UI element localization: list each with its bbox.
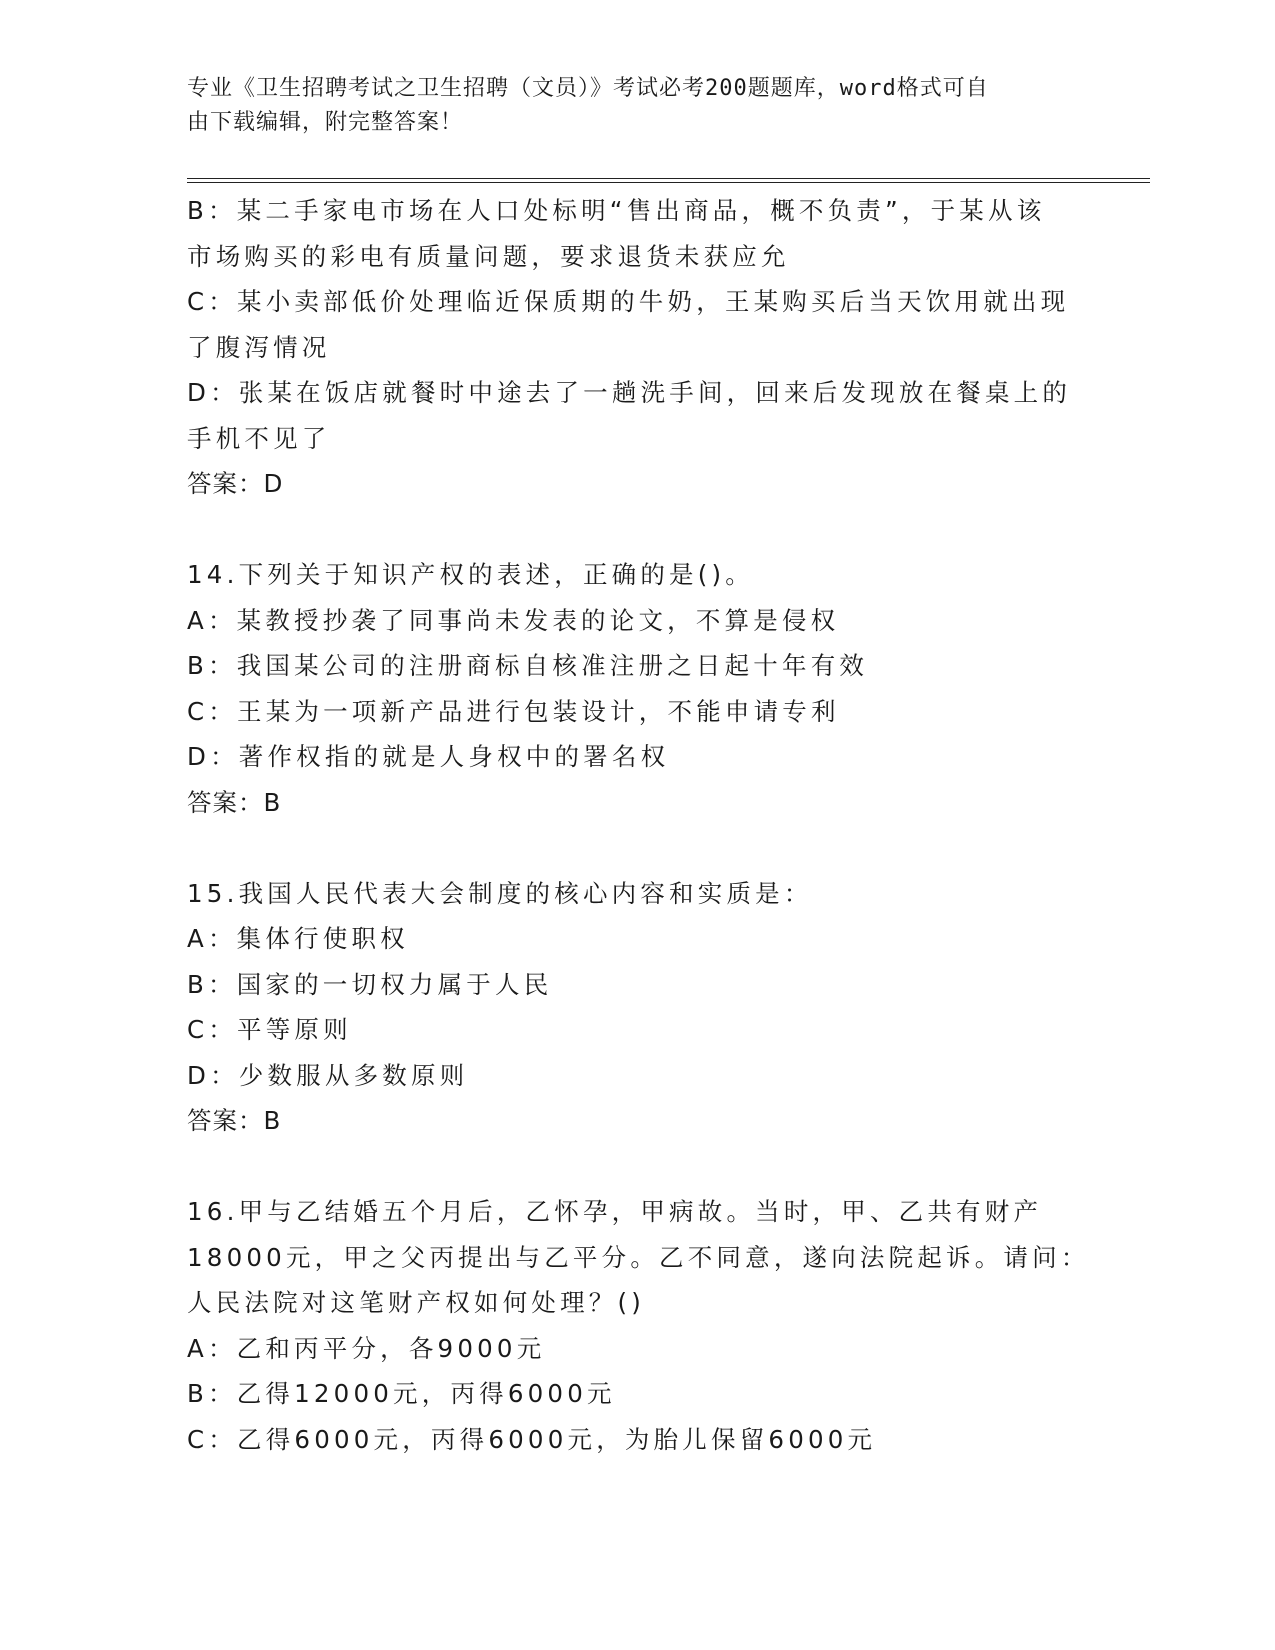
q13-option-b-line-2: 市场购买的彩电有质量问题，要求退货未获应允 — [187, 241, 790, 271]
q13-option-b-line-1: B：某二手家电市场在人口处标明“售出商品，概不负责”，于某从该 — [187, 196, 1046, 225]
question-14 — [187, 552, 1087, 825]
q13-answer: 答案：D — [187, 469, 284, 498]
q16-option-a: A：乙和丙平分，各9000元 — [187, 1333, 546, 1363]
document-header — [187, 72, 1067, 140]
document-body — [187, 188, 1090, 1462]
q14-option-d: D：著作权指的就是人身权中的署名权 — [187, 742, 670, 771]
q15-option-a: A：集体行使职权 — [187, 924, 409, 953]
q15-stem: 15.我国人民代表大会制度的核心内容和实质是： — [187, 878, 813, 908]
spacer — [187, 507, 1087, 553]
q14-option-b: B：我国某公司的注册商标自核准注册之日起十年有效 — [187, 651, 869, 680]
q16-stem-line-2: 18000元，甲之父丙提出与乙平分。乙不同意，遂向法院起诉。请问： — [187, 1242, 1090, 1272]
header-title-line-2: 由下载编辑，附完整答案！ — [187, 110, 464, 135]
q15-answer: 答案：B — [187, 1106, 282, 1135]
q13-option-c-line-2: 了腹泻情况 — [187, 332, 331, 362]
spacer — [187, 825, 1087, 871]
q15-option-c: C：平等原则 — [187, 1015, 352, 1044]
q14-option-c: C：王某为一项新产品进行包装设计，不能申请专利 — [187, 696, 840, 726]
q15-option-d: D：少数服从多数原则 — [187, 1060, 469, 1090]
question-16 — [187, 1189, 1090, 1462]
q14-stem: 14.下列关于知识产权的表述，正确的是()。 — [187, 560, 754, 589]
q14-option-a: A：某教授抄袭了同事尚未发表的论文，不算是侵权 — [187, 605, 840, 635]
q15-option-b: B：国家的一切权力属于人民 — [187, 969, 553, 999]
spacer — [187, 1144, 1087, 1190]
q13-option-d-line-2: 手机不见了 — [187, 423, 331, 453]
header-title-line-1: 专业《卫生招聘考试之卫生招聘（文员）》考试必考200题题库，word格式可自 — [187, 76, 989, 101]
q16-stem-line-3: 人民法院对这笔财产权如何处理？() — [187, 1288, 646, 1317]
q13-option-d-line-1: D：张某在饭店就餐时中途去了一趟洗手间，回来后发现放在餐桌上的 — [187, 378, 1072, 407]
header-divider-top — [187, 178, 1150, 179]
q14-answer: 答案：B — [187, 787, 282, 817]
question-13-tail — [187, 188, 1087, 507]
q16-option-c: C：乙得6000元，丙得6000元，为胎儿保留6000元 — [187, 1424, 877, 1454]
q16-stem-line-1: 16.甲与乙结婚五个月后，乙怀孕，甲病故。当时，甲、乙共有财产 — [187, 1197, 1043, 1226]
q16-option-b: B：乙得12000元，丙得6000元 — [187, 1379, 616, 1408]
question-15 — [187, 871, 1087, 1144]
q13-option-c-line-1: C：某小卖部低价处理临近保质期的牛奶，王某购买后当天饮用就出现 — [187, 287, 1070, 316]
header-divider-bottom — [187, 182, 1150, 183]
